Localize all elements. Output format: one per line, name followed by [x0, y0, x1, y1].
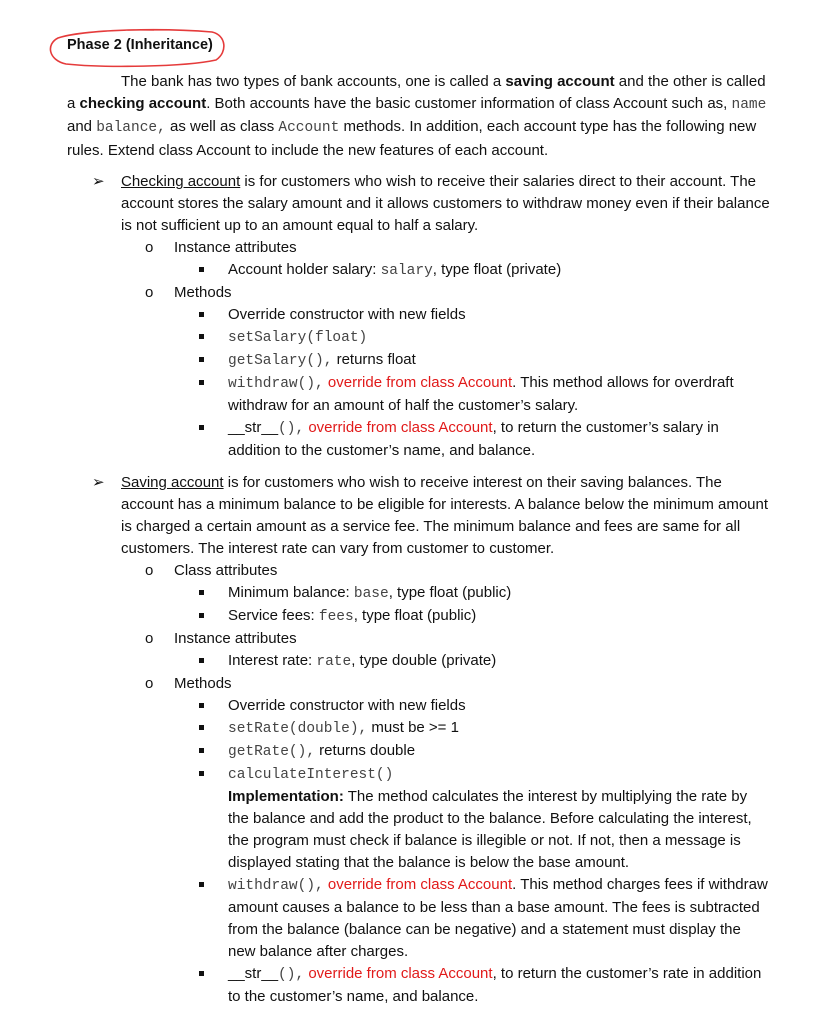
checking-salary-attribute: Account holder salary: salary, type float (private) [92, 259, 772, 282]
square-bullet-icon [199, 357, 204, 362]
square-bullet-icon [199, 771, 204, 776]
saving-methods: o Methods [92, 673, 772, 695]
square-bullet-icon [199, 748, 204, 753]
saving-base-attribute: Minimum balance: base, type float (public) [92, 582, 772, 605]
saving-class-attributes: o Class attributes [92, 560, 772, 582]
saving-method-withdraw: withdraw(), override from class Account. This method charges fees if withdraw amount causes a balance to be less than a base amount. The fees is subtracted from the balance (balance can be negative) and a statement must display the new balance after charges. [92, 874, 772, 963]
saving-method-constructor: Override constructor with new fields [92, 695, 772, 717]
checking-method-withdraw: withdraw(), override from class Account. This method allows for overdraft withdraw for an amount of half the customer’s salary. [92, 372, 772, 417]
saving-method-getrate: getRate(), returns double [92, 740, 772, 763]
title-annotation [44, 26, 230, 70]
checking-method-str: __str__(), override from class Account, to return the customer’s salary in addition to the customer’s name, and balance. [92, 417, 772, 462]
square-bullet-icon [199, 971, 204, 976]
circle-bullet-icon: o [145, 239, 154, 256]
saving-instance-attributes: o Instance attributes [92, 628, 772, 650]
circle-bullet-icon: o [145, 562, 154, 579]
square-bullet-icon [199, 658, 204, 663]
square-bullet-icon [199, 882, 204, 887]
saving-fees-attribute: Service fees: fees, type float (public) [92, 605, 772, 628]
checking-method-constructor: Override constructor with new fields [92, 304, 772, 326]
arrow-bullet-icon: ➢ [92, 474, 105, 491]
square-bullet-icon [199, 334, 204, 339]
checking-methods: o Methods [92, 282, 772, 304]
page-title: Phase 2 (Inheritance) [67, 37, 213, 53]
saving-account-item: ➢ Saving account is for customers who wish to receive interest on their saving balances. The account has a minimum balance to be eligible for interests. A balance below the minimum amount is charged a certain amount as a service fee. The minimum balance and fees are same for all customers. The interest rate can vary from customer to customer. [92, 474, 769, 557]
saving-method-str: __str__(), override from class Account, to return the customer’s rate in addition to the customer’s name, and balance. [92, 963, 772, 1008]
checking-method-setsalary: setSalary(float) [92, 326, 772, 349]
intro-paragraph: The bank has two types of bank accounts, one is called a saving account and the other is called a checking account. Both accounts have the basic customer information of class Account such as, name and balance, as well as class Account methods. In addition, each account type has the following new rules. Extend class Account to include the new features of each account. [67, 73, 767, 159]
square-bullet-icon [199, 425, 204, 430]
circle-bullet-icon: o [145, 284, 154, 301]
circle-bullet-icon: o [145, 630, 154, 647]
square-bullet-icon [199, 703, 204, 708]
square-bullet-icon [199, 725, 204, 730]
square-bullet-icon [199, 312, 204, 317]
saving-account-section [92, 472, 772, 1008]
square-bullet-icon [199, 380, 204, 385]
checking-account-item: ➢ Checking account is for customers who wish to receive their salaries direct to their account. The account stores the salary amount and it allows customers to withdraw money even if their balance is not sufficient up to an amount equal to half a salary. [92, 173, 770, 234]
circle-bullet-icon: o [145, 675, 154, 692]
square-bullet-icon [199, 590, 204, 595]
checking-instance-attributes: o Instance attributes [92, 237, 772, 259]
checking-account-section [92, 171, 772, 462]
arrow-bullet-icon: ➢ [92, 173, 105, 190]
square-bullet-icon [199, 267, 204, 272]
square-bullet-icon [199, 613, 204, 618]
saving-method-setrate: setRate(double), must be >= 1 [92, 717, 772, 740]
checking-method-getsalary: getSalary(), returns float [92, 349, 772, 372]
saving-rate-attribute: Interest rate: rate, type double (private) [92, 650, 772, 673]
saving-method-calculateinterest: calculateInterest() Implementation: The method calculates the interest by multiplying the rate by the balance and add the product to the balance. Before calculating the interest, the program must check if balance is illegible or not. If not, then a message is displayed stating that the balance is below the base amount. [92, 763, 772, 874]
